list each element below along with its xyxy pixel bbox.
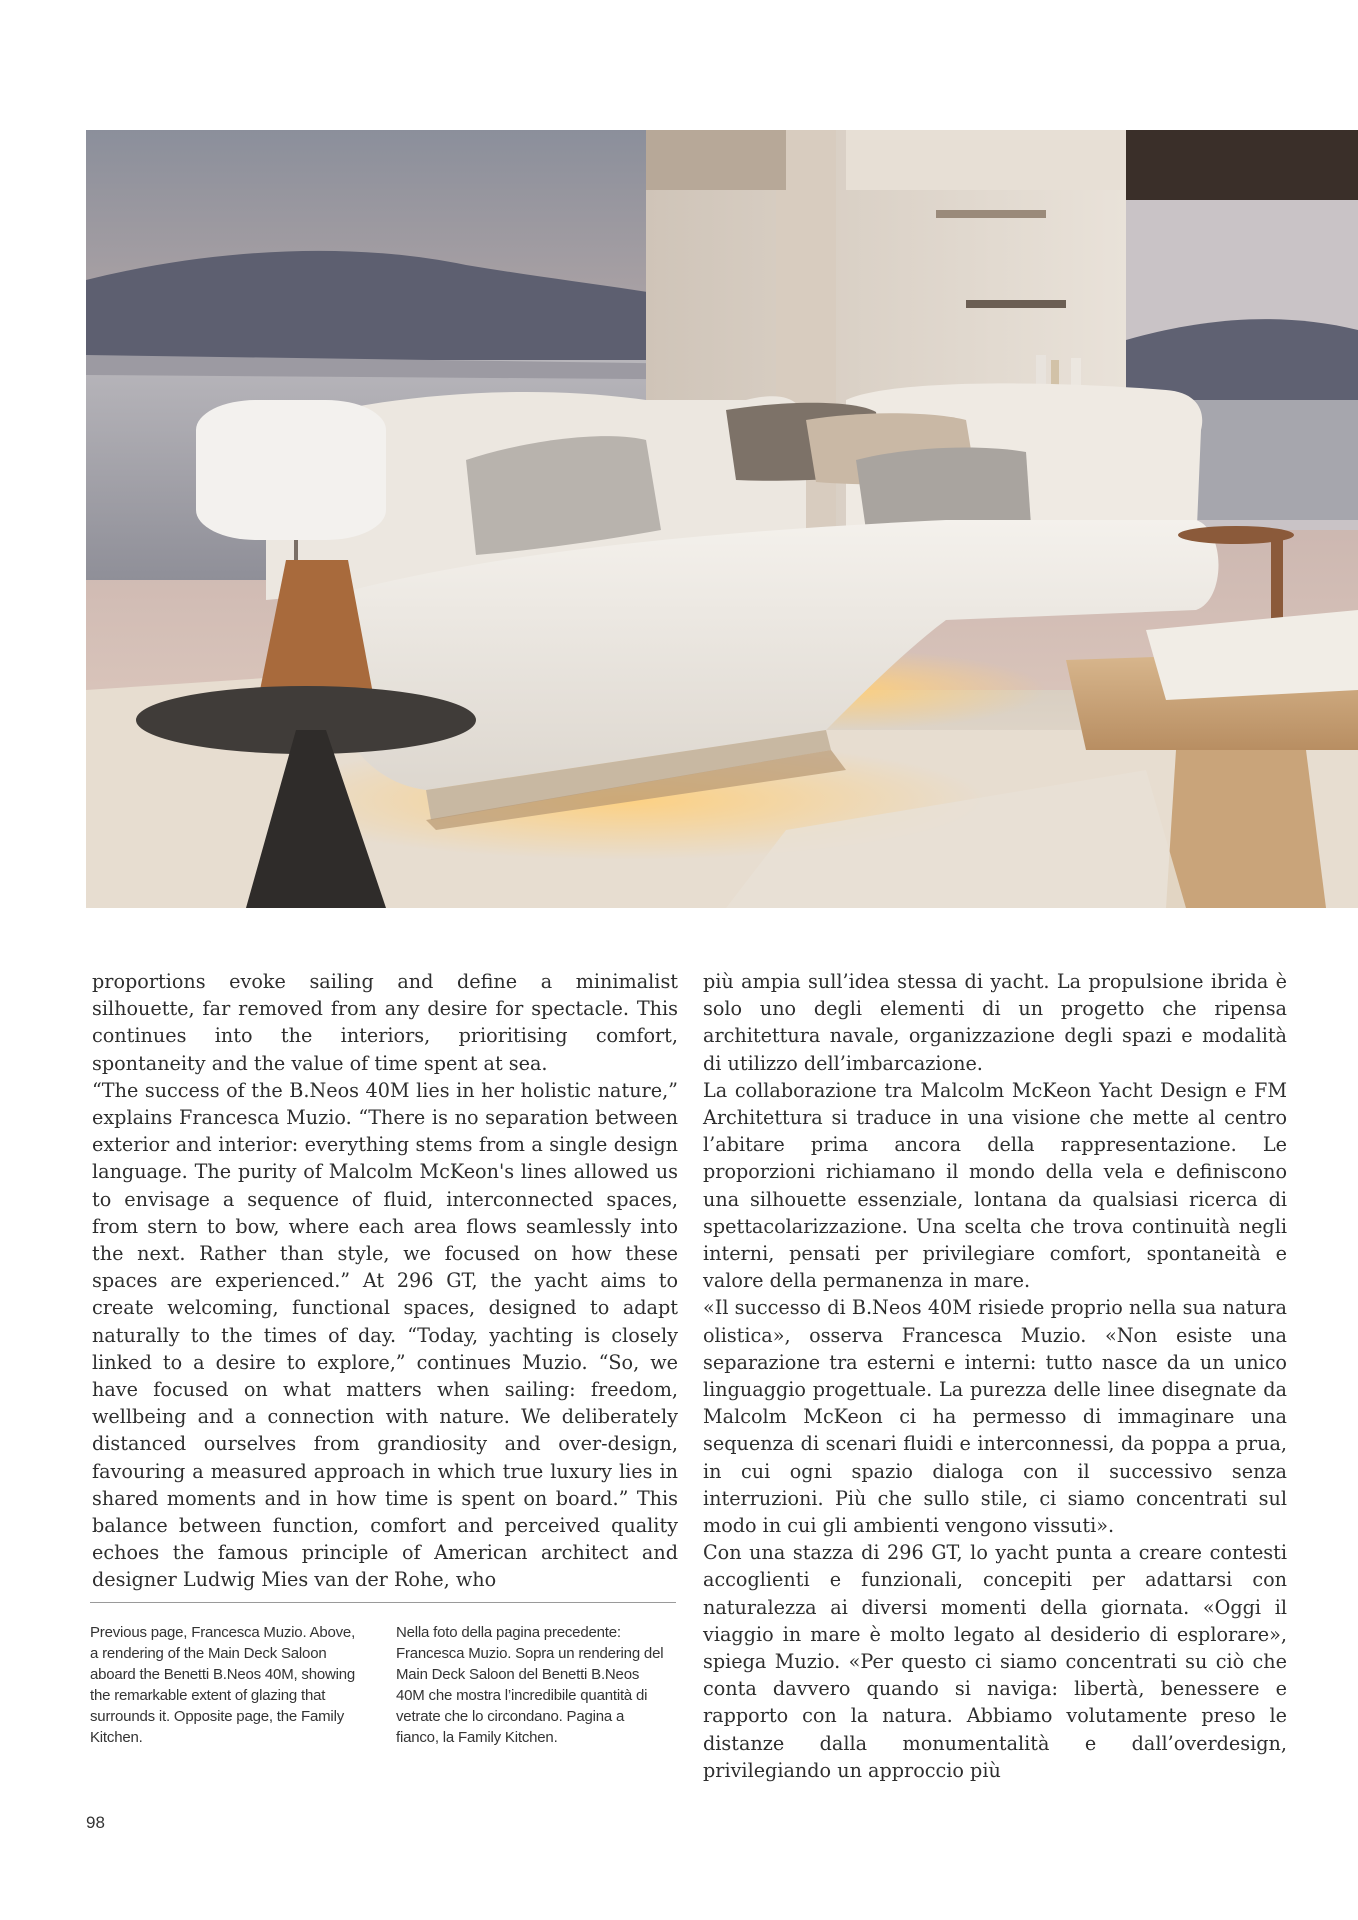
caption-divider [90,1602,676,1603]
article-text-italian [703,968,1287,1784]
paragraph: proportions evoke sailing and define a minimalist silhouette, far removed from any desire for spectacle. This continues into the interiors, prioritising comfort, spontaneity and the value of time spent at sea. [92,970,678,1075]
yacht-saloon-photo [86,130,1358,908]
paragraph: «Il successo di B.Neos 40M risiede proprio nella sua natura olistica», osserva Francesca Muzio. «Non esiste una separazione tra esterni e interni: tutto nasce da un unico linguaggio progettuale. La purezza delle linee disegnate da Malcolm McKeon ci ha permesso di immaginare una sequenza di scenari fluidi e interconnessi, da poppa a prua, in cui ogni spazio dialoga con il successivo senza interruzioni. Più che sullo stile, ci siamo concentrati sul modo in cui gli ambienti vengono vissuti». [703,1296,1287,1538]
page-number: 98 [86,1813,105,1832]
photo-caption-english: Previous page, Francesca Muzio. Above, a rendering of the Main Deck Saloon aboard the Benetti B.Neos 40M, showing the remarkable extent of glazing that surrounds it. Opposite page, the Family Kitchen. [90,1624,356,1746]
photo-caption-italian: Nella foto della pagina precedente: Francesca Muzio. Sopra un rendering del Main Deck Saloon del Benetti B.Neos 40M che mostra l’incredibile quantità di vetrate che lo circondano. Pagina a fianco, la Family Kitchen. [396,1624,664,1746]
paragraph: Con una stazza di 296 GT, lo yacht punta a creare contesti accoglienti e funzionali, concepiti per adattarsi con naturalezza ai diversi momenti della giornata. «Oggi il viaggio in mare è molto legato al desiderio di esplorare», spiega Muzio. «Per questo ci siamo concentrati su ciò che conta davvero quando si naviga: libertà, benessere e rapporto con la natura. Abbiamo volutamente preso le distanze dalla monumentalità e dall’overdesign, privilegiando un approccio più [703,1541,1287,1782]
paragraph: “The success of the B.Neos 40M lies in her holistic nature,” explains Francesca Muzio. “There is no separation between exterior and interior: everything stems from a single design language. The purity of Malcolm McKeon's lines allowed us to envisage a sequence of fluid, interconnected spaces, from stern to bow, where each area flows seamlessly into the next. Rather than style, we focused on how these spaces are experienced.” At 296 GT, the yacht aims to create welcoming, functional spaces, designed to adapt naturally to the times of day. “Today, yachting is closely linked to a desire to explore,” continues Muzio. “So, we have focused on what matters when sailing: freedom, wellbeing and a connection with nature. We deliberately distanced ourselves from grandiosity and over-design, favouring a measured approach in which true luxury lies in shared moments and in how time is spent on board.” This balance between function, comfort and perceived quality echoes the famous principle of American architect and designer Ludwig Mies van der Rohe, who [92,1078,678,1592]
paragraph: più ampia sull’idea stessa di yacht. La propulsione ibrida è solo uno degli elementi di un progetto che ripensa architettura navale, organizzazione degli spazi e modalità di utilizzo dell’imbarcazione. [703,970,1287,1075]
paragraph: La collaborazione tra Malcolm McKeon Yacht Design e FM Architettura si traduce in una visione che mette al centro l’abitare prima ancora della rappresentazione. Le proporzioni richiamano il mondo della vela e definiscono una silhouette essenziale, lontana da qualsiasi ricerca di spettacolarizzazione. Una scelta che trova continuità negli interni, pensati per privilegiare comfort, spontaneità e valore della permanenza in mare. [703,1078,1287,1293]
article-text-english [92,968,678,1594]
